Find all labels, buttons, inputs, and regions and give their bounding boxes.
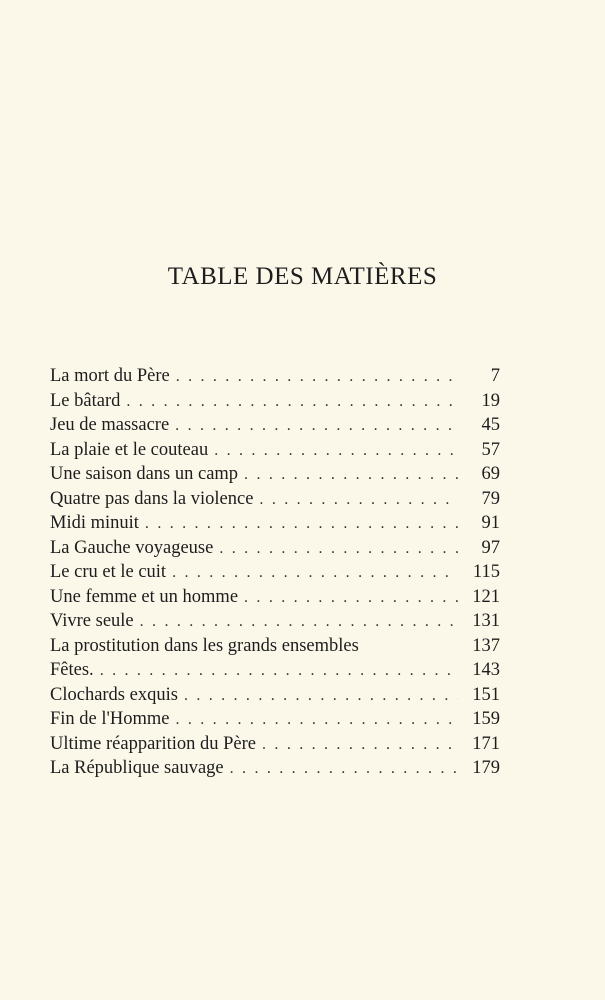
toc-page-number: 69: [481, 464, 500, 484]
toc-entry-title: Le cru et le cuit: [50, 562, 167, 582]
toc-entry: [50, 511, 500, 536]
leader-dots: [175, 708, 458, 733]
leader-dots: [244, 463, 458, 488]
toc-page-number: 171: [472, 733, 500, 754]
toc-entry-title: Jeu de massacre: [50, 415, 170, 435]
toc-entry: [50, 683, 500, 708]
toc-entry: [50, 413, 500, 438]
toc-page-number: 19: [481, 390, 500, 411]
toc-page-number: 115: [472, 562, 500, 582]
leader-dots: [219, 537, 458, 562]
toc-page-number: 97: [481, 537, 500, 558]
leader-dots: [262, 733, 458, 758]
table-of-contents: [50, 364, 500, 781]
toc-page-number: 7: [490, 366, 500, 386]
leader-dots: [126, 390, 458, 415]
page-title: TABLE DES MATIÈRES: [167, 263, 438, 290]
toc-entry-title: La Gauche voyageuse: [50, 537, 214, 558]
toc-entry: [50, 609, 500, 634]
toc-entry-title: Une saison dans un camp: [50, 464, 239, 484]
toc-entry: [50, 634, 500, 659]
leader-dots: [100, 659, 458, 684]
toc-page-number: 121: [472, 586, 500, 607]
toc-entry: [50, 462, 500, 487]
toc-entry-title: La République sauvage: [50, 758, 224, 778]
toc-entry-title: La mort du Père: [50, 366, 170, 386]
toc-entry: [50, 389, 500, 414]
leader-dots: [140, 610, 458, 635]
toc-entry-title: Une femme et un homme: [50, 586, 239, 607]
toc-entry: [50, 536, 500, 561]
toc-entry-title: Fin de l'Homme: [50, 709, 170, 729]
toc-entry-title: La prostitution dans les grands ensembles: [50, 635, 359, 656]
toc-entry: [50, 732, 500, 757]
toc-page-number: 143: [472, 660, 500, 680]
toc-entry-title: La plaie et le couteau: [50, 439, 209, 460]
toc-entry: [50, 756, 500, 781]
toc-entry: [50, 487, 500, 512]
toc-entry-title: Fêtes.: [50, 660, 94, 680]
toc-page-number: 137: [472, 635, 500, 656]
leader-dots: [214, 439, 458, 464]
toc-entry: [50, 707, 500, 732]
toc-entry-title: Clochards exquis: [50, 684, 178, 705]
toc-page-number: 91: [481, 513, 500, 533]
toc-page-number: 79: [481, 488, 500, 509]
toc-entry-title: Quatre pas dans la violence: [50, 488, 254, 509]
leader-dots: [145, 512, 458, 537]
toc-page-number: 57: [481, 439, 500, 460]
leader-dots: [176, 365, 458, 390]
toc-entry-title: Vivre seule: [50, 611, 134, 631]
toc-entry: [50, 658, 500, 683]
leader-dots: [184, 684, 458, 709]
leader-dots: [244, 586, 458, 611]
toc-page-number: 179: [472, 758, 500, 778]
toc-page-number: 131: [472, 611, 500, 631]
leader-dots: [175, 414, 458, 439]
toc-entry: [50, 585, 500, 610]
leader-dots: [172, 561, 458, 586]
leader-dots: [259, 488, 458, 513]
toc-entry: [50, 438, 500, 463]
toc-page-number: 159: [472, 709, 500, 729]
toc-entry-title: Ultime réapparition du Père: [50, 733, 257, 754]
toc-entry: [50, 364, 500, 389]
toc-entry: [50, 560, 500, 585]
leader-dots: [230, 757, 458, 782]
toc-page-number: 45: [481, 415, 500, 435]
toc-entry-title: Le bâtard: [50, 390, 121, 411]
toc-entry-title: Midi minuit: [50, 513, 139, 533]
toc-page-number: 151: [472, 684, 500, 705]
